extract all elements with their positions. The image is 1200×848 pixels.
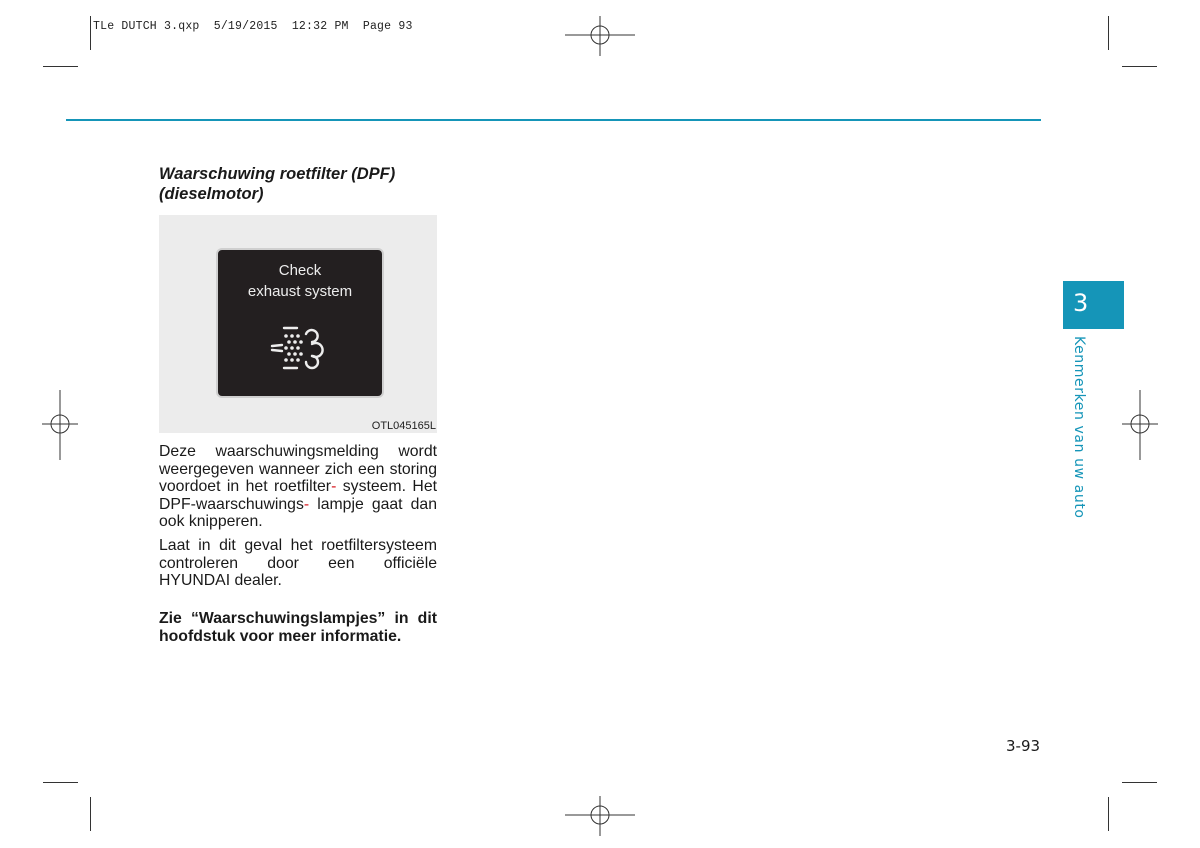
paragraph-1 <box>159 443 437 531</box>
chapter-number: 3 <box>1073 289 1089 317</box>
display-line-2: exhaust system <box>247 283 353 300</box>
page-number: 3-93 <box>1006 737 1041 755</box>
chapter-tab <box>1063 281 1124 329</box>
paragraph-2: Laat in dit geval het roetfiltersysteem controleren door een officiële HYUNDAI dealer. <box>159 537 437 589</box>
display-line-1: Check <box>278 262 322 279</box>
figure-code: OTL045165L <box>371 420 436 432</box>
section-title: Waarschuwing roetfilter (DPF) (dieselmotor) <box>159 165 396 203</box>
print-slug-line: TLe DUTCH 3.qxp 5/19/2015 12:32 PM Page 93 <box>93 20 413 33</box>
hyphen-mark: - <box>303 495 310 513</box>
registration-mark-left <box>42 390 78 460</box>
registration-mark-right <box>1122 390 1158 460</box>
paragraph-1-part-3: lampje gaat dan ook knipperen. <box>159 495 437 530</box>
registration-mark-top <box>565 16 635 56</box>
reference-note: Zie “Waarschuwingslampjes” in dit hoofdstuk voor meer informatie. <box>159 610 437 645</box>
warning-figure <box>159 215 437 433</box>
dpf-warning-icon <box>270 324 334 372</box>
chapter-label: Kenmerken van uw auto <box>1071 336 1087 519</box>
cluster-display <box>216 248 384 398</box>
paragraph-1-part-2: systeem. Het DPF-waarschuwings <box>159 478 437 513</box>
registration-mark-bottom <box>565 796 635 836</box>
display-message <box>218 260 382 302</box>
header-rule <box>66 119 1041 121</box>
paragraph-1-part-1: Deze waarschuwingsmelding wordt weergegeven wanneer zich een storing voordoet in het roetfilter <box>159 443 437 495</box>
hyphen-mark: - <box>331 478 337 495</box>
